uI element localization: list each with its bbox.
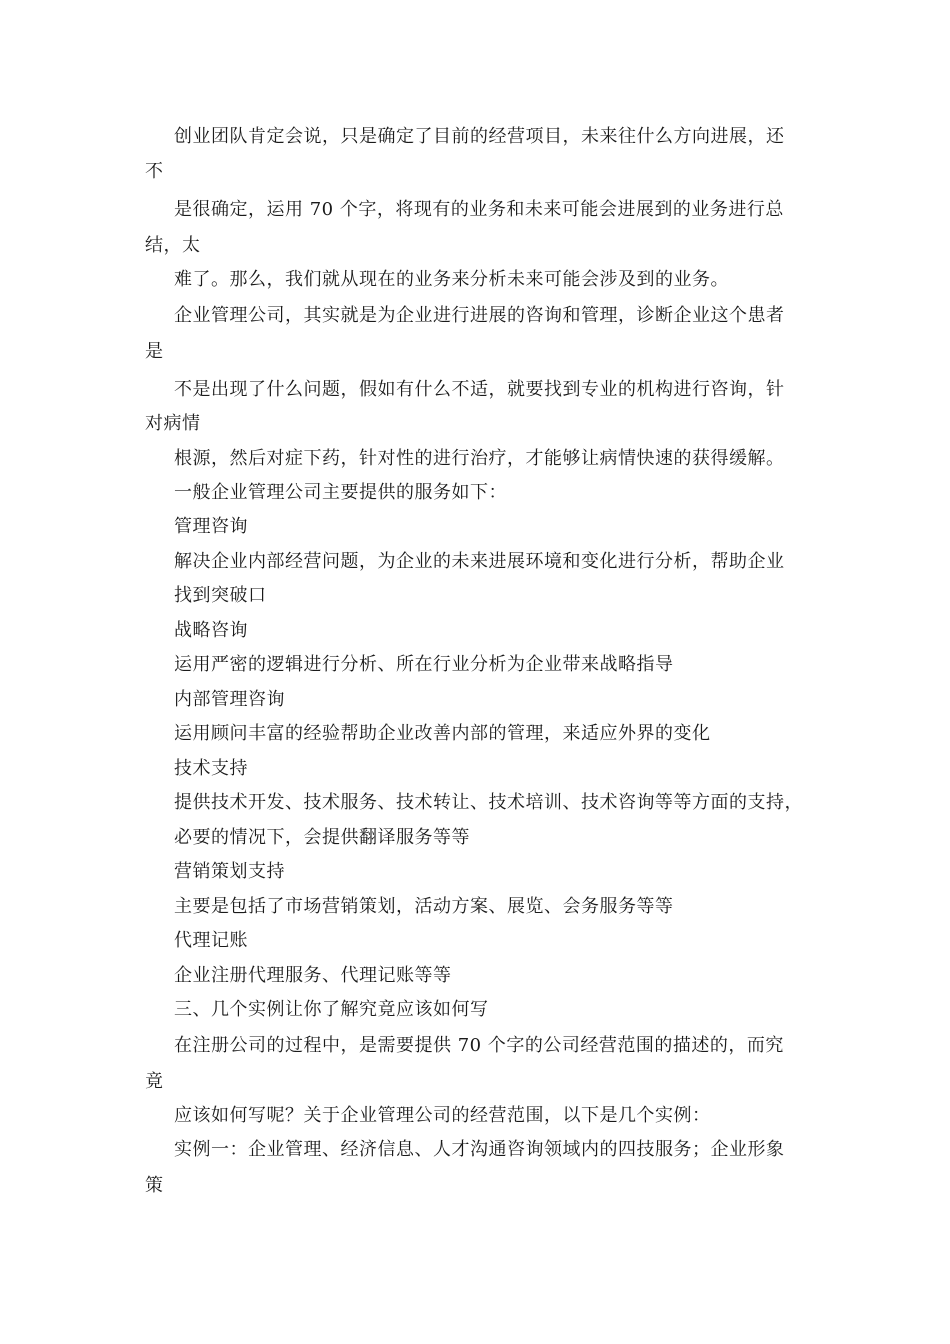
paragraph-line: 一般企业管理公司主要提供的服务如下： (174, 482, 507, 503)
section-heading: 代理记账 (174, 930, 248, 951)
paragraph-line: 在注册公司的过程中，是需要提供 70 个字的公司经营范围的描述的，而究 (174, 1035, 784, 1056)
paragraph-line: 不是出现了什么问题，假如有什么不适，就要找到专业的机构进行咨询，针 (174, 379, 785, 400)
paragraph-line: 难了。那么，我们就从现在的业务来分析未来可能会涉及到的业务。 (174, 269, 729, 290)
paragraph-line: 找到突破口 (174, 585, 267, 606)
paragraph-line: 必要的情况下，会提供翻译服务等等 (174, 827, 470, 848)
paragraph-line: 是 (145, 341, 164, 362)
paragraph-line: 主要是包括了市场营销策划，活动方案、展览、会务服务等等 (174, 896, 674, 917)
paragraph-line: 实例一：企业管理、经济信息、人才沟通咨询领域内的四技服务；企业形象 (174, 1139, 785, 1160)
paragraph-line: 企业管理公司，其实就是为企业进行进展的咨询和管理，诊断企业这个患者 (174, 305, 785, 326)
paragraph-line: 不 (145, 161, 164, 182)
paragraph-line: 策 (145, 1175, 164, 1196)
paragraph-line: 应该如何写呢？关于企业管理公司的经营范围，以下是几个实例： (174, 1105, 711, 1126)
paragraph-line: 创业团队肯定会说，只是确定了目前的经营项目，未来往什么方向进展，还 (174, 126, 785, 147)
section-heading: 三、几个实例让你了解究竟应该如何写 (174, 999, 489, 1020)
paragraph-line: 是很确定，运用 70 个字，将现有的业务和未来可能会进展到的业务进行总 (174, 199, 784, 220)
paragraph-line: 结，太 (145, 235, 201, 256)
paragraph-line: 企业注册代理服务、代理记账等等 (174, 965, 452, 986)
section-heading: 技术支持 (174, 758, 248, 779)
paragraph-line: 竟 (145, 1071, 164, 1092)
section-heading: 管理咨询 (174, 516, 248, 537)
paragraph-line: 根源，然后对症下药，针对性的进行治疗，才能够让病情快速的获得缓解。 (174, 448, 785, 469)
paragraph-line: 运用顾问丰富的经验帮助企业改善内部的管理，来适应外界的变化 (174, 723, 711, 744)
section-heading: 战略咨询 (174, 620, 248, 641)
section-heading: 营销策划支持 (174, 861, 285, 882)
paragraph-line: 运用严密的逻辑进行分析、所在行业分析为企业带来战略指导 (174, 654, 674, 675)
paragraph-line: 解决企业内部经营问题，为企业的未来进展环境和变化进行分析，帮助企业 (174, 551, 785, 572)
section-heading: 内部管理咨询 (174, 689, 285, 710)
paragraph-line: 提供技术开发、技术服务、技术转让、技术培训、技术咨询等等方面的支持， (174, 792, 803, 813)
paragraph-line: 对病情 (145, 413, 201, 434)
